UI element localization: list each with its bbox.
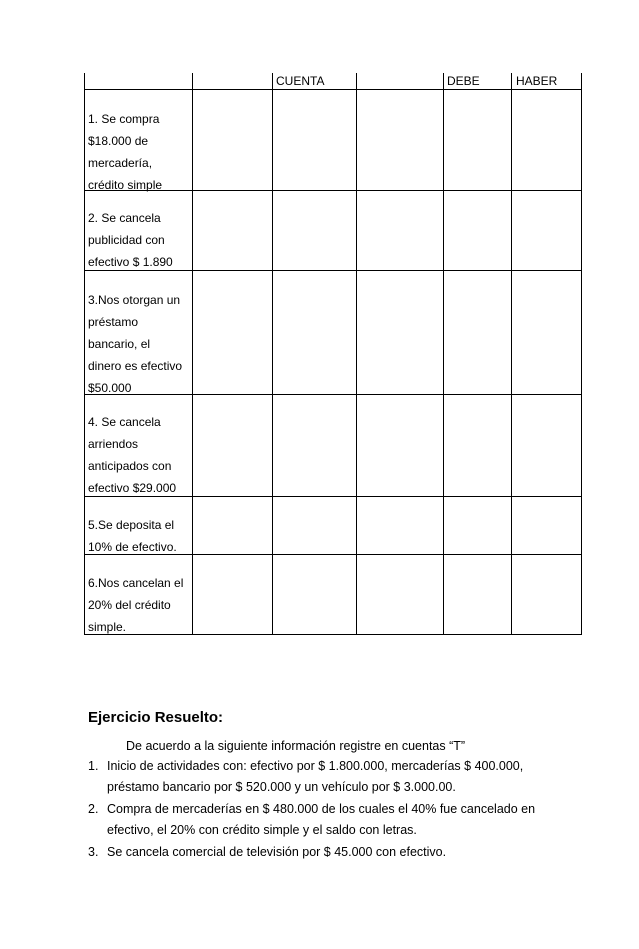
row-text-line: efectivo $ 1.890 bbox=[88, 255, 173, 269]
row-text-line: arriendos bbox=[88, 437, 139, 451]
table-row bbox=[88, 572, 191, 638]
header-debe: DEBE bbox=[447, 74, 480, 88]
row-text-line: simple. bbox=[88, 620, 127, 634]
list-item bbox=[88, 842, 564, 863]
table-column-divider bbox=[192, 73, 193, 634]
table-border-right bbox=[581, 73, 582, 634]
row-text-line: $50.000 bbox=[88, 381, 132, 395]
row-text-line: 5.Se deposita el bbox=[88, 518, 175, 532]
row-text-line: 2. Se cancela bbox=[88, 211, 161, 225]
row-text-line: préstamo bbox=[88, 315, 139, 329]
header-cuenta: CUENTA bbox=[276, 74, 325, 88]
row-text-line: anticipados con bbox=[88, 459, 172, 473]
item-text-line: efectivo, el 20% con crédito simple y el saldo con letras. bbox=[107, 823, 417, 837]
table-row bbox=[88, 289, 191, 399]
row-text-line: 1. Se compra bbox=[88, 112, 160, 126]
header-haber: HABER bbox=[516, 74, 558, 88]
table-row bbox=[88, 514, 191, 558]
row-text-line: publicidad con bbox=[88, 233, 165, 247]
table-column-divider bbox=[356, 73, 357, 634]
item-number: 1. bbox=[88, 759, 99, 773]
list-item bbox=[88, 756, 564, 798]
table-column-divider bbox=[443, 73, 444, 634]
item-text-line: Se cancela comercial de televisión por $ 45.000 con efectivo. bbox=[107, 845, 447, 859]
table-column-divider bbox=[511, 73, 512, 634]
exercise-title: Ejercicio Resuelto: bbox=[88, 709, 224, 726]
row-text-line: bancario, el bbox=[88, 337, 151, 351]
row-text-line: 4. Se cancela bbox=[88, 415, 161, 429]
row-text-line: efectivo $29.000 bbox=[88, 481, 177, 495]
exercise-intro: De acuerdo a la siguiente información registre en cuentas “T” bbox=[126, 739, 466, 753]
table-row bbox=[88, 108, 191, 196]
row-text-line: $18.000 de bbox=[88, 134, 149, 148]
table-row bbox=[88, 207, 191, 273]
row-text-line: crédito simple bbox=[88, 178, 163, 192]
row-text-line: 20% del crédito bbox=[88, 598, 171, 612]
table-row bbox=[88, 411, 191, 499]
row-text-line: mercadería, bbox=[88, 156, 153, 170]
row-text-line: 3.Nos otorgan un bbox=[88, 293, 181, 307]
item-text-line: préstamo bancario por $ 520.000 y un vehículo por $ 3.000.00. bbox=[107, 780, 456, 794]
row-text-line: 6.Nos cancelan el bbox=[88, 576, 184, 590]
item-number: 3. bbox=[88, 845, 99, 859]
item-text-line: Inicio de actividades con: efectivo por $ 1.800.000, mercaderías $ 400.000, bbox=[107, 759, 524, 773]
table-border-left bbox=[84, 73, 85, 634]
item-number: 2. bbox=[88, 802, 99, 816]
row-text-line: dinero es efectivo bbox=[88, 359, 183, 373]
row-text-line: 10% de efectivo. bbox=[88, 540, 177, 554]
list-item bbox=[88, 799, 564, 841]
item-text-line: Compra de mercaderías en $ 480.000 de los cuales el 40% fue cancelado en bbox=[107, 802, 536, 816]
table-row-divider bbox=[84, 89, 582, 90]
table-column-divider bbox=[272, 73, 273, 634]
